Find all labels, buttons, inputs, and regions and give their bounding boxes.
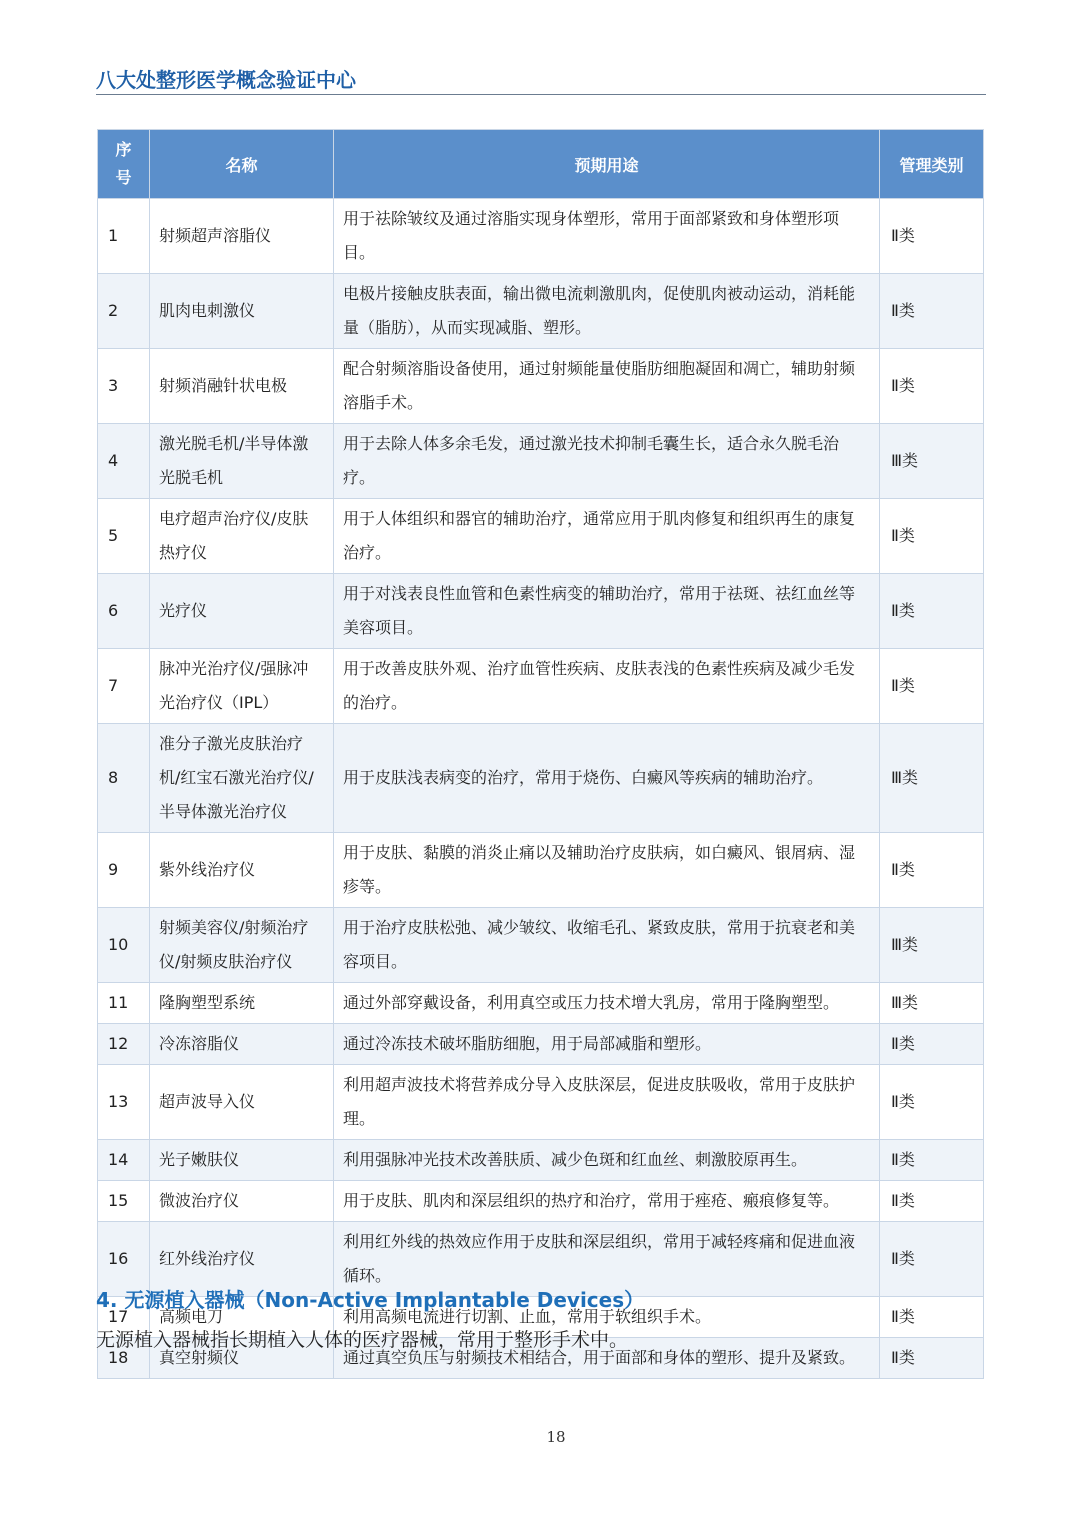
cell-no: 12 — [98, 1024, 150, 1065]
cell-name: 脉冲光治疗仪/强脉冲光治疗仪（IPL） — [150, 649, 334, 724]
table-row — [98, 1140, 984, 1181]
cell-category: Ⅱ类 — [880, 499, 984, 574]
cell-use: 通过外部穿戴设备，利用真空或压力技术增大乳房，常用于隆胸塑型。 — [334, 983, 880, 1024]
cell-name: 射频超声溶脂仪 — [150, 199, 334, 274]
cell-name: 隆胸塑型系统 — [150, 983, 334, 1024]
cell-name: 光疗仪 — [150, 574, 334, 649]
cell-use: 用于祛除皱纹及通过溶脂实现身体塑形，常用于面部紧致和身体塑形项目。 — [334, 199, 880, 274]
table-row — [98, 649, 984, 724]
cell-category: Ⅱ类 — [880, 1222, 984, 1297]
cell-category: Ⅱ类 — [880, 649, 984, 724]
cell-use: 用于改善皮肤外观、治疗血管性疾病、皮肤表浅的色素性疾病及减少毛发的治疗。 — [334, 649, 880, 724]
table-row — [98, 724, 984, 833]
cell-category: Ⅱ类 — [880, 1024, 984, 1065]
cell-category: Ⅱ类 — [880, 199, 984, 274]
cell-name: 真空射频仪 — [150, 1338, 334, 1379]
table-row — [98, 349, 984, 424]
cell-no: 5 — [98, 499, 150, 574]
cell-category: Ⅱ类 — [880, 833, 984, 908]
cell-name: 微波治疗仪 — [150, 1181, 334, 1222]
cell-name: 红外线治疗仪 — [150, 1222, 334, 1297]
cell-use: 通过冷冻技术破坏脂肪细胞，用于局部减脂和塑形。 — [334, 1024, 880, 1065]
cell-no: 18 — [98, 1338, 150, 1379]
cell-use: 用于皮肤、肌肉和深层组织的热疗和治疗，常用于痤疮、瘢痕修复等。 — [334, 1181, 880, 1222]
cell-no: 1 — [98, 199, 150, 274]
cell-use: 用于对浅表良性血管和色素性病变的辅助治疗，常用于祛斑、祛红血丝等美容项目。 — [334, 574, 880, 649]
cell-use: 配合射频溶脂设备使用，通过射频能量使脂肪细胞凝固和凋亡，辅助射频溶脂手术。 — [334, 349, 880, 424]
cell-name: 高频电刀 — [150, 1297, 334, 1338]
cell-name: 准分子激光皮肤治疗机/红宝石激光治疗仪/半导体激光治疗仪 — [150, 724, 334, 833]
table-row — [98, 199, 984, 274]
header-divider — [96, 94, 986, 95]
cell-category: Ⅱ类 — [880, 1065, 984, 1140]
cell-category: Ⅲ类 — [880, 724, 984, 833]
table-body — [98, 199, 984, 1379]
cell-use: 电极片接触皮肤表面，输出微电流刺激肌肉，促使肌肉被动运动，消耗能量（脂肪），从而实现减脂、塑形。 — [334, 274, 880, 349]
cell-category: Ⅱ类 — [880, 1297, 984, 1338]
cell-no: 3 — [98, 349, 150, 424]
cell-no: 17 — [98, 1297, 150, 1338]
cell-use: 利用强脉冲光技术改善肤质、减少色斑和红血丝、刺激胶原再生。 — [334, 1140, 880, 1181]
header-title: 八大处整形医学概念验证中心 — [96, 68, 356, 92]
cell-category: Ⅲ类 — [880, 908, 984, 983]
cell-name: 肌肉电刺激仪 — [150, 274, 334, 349]
table-row — [98, 1024, 984, 1065]
cell-no: 11 — [98, 983, 150, 1024]
table-row — [98, 908, 984, 983]
cell-no: 8 — [98, 724, 150, 833]
table-row — [98, 1181, 984, 1222]
cell-name: 电疗超声治疗仪/皮肤热疗仪 — [150, 499, 334, 574]
cell-no: 16 — [98, 1222, 150, 1297]
cell-category: Ⅱ类 — [880, 1140, 984, 1181]
cell-category: Ⅲ类 — [880, 983, 984, 1024]
cell-name: 冷冻溶脂仪 — [150, 1024, 334, 1065]
cell-name: 射频消融针状电极 — [150, 349, 334, 424]
cell-no: 13 — [98, 1065, 150, 1140]
cell-no: 6 — [98, 574, 150, 649]
table-row — [98, 574, 984, 649]
cell-use: 用于皮肤、黏膜的消炎止痛以及辅助治疗皮肤病，如白癜风、银屑病、湿疹等。 — [334, 833, 880, 908]
device-table — [97, 129, 984, 1379]
cell-category: Ⅱ类 — [880, 574, 984, 649]
header-category: 管理类别 — [880, 130, 984, 199]
section-heading: 4. 无源植入器械（Non-Active Implantable Devices） — [96, 1288, 645, 1312]
cell-category: Ⅱ类 — [880, 1181, 984, 1222]
cell-name: 光子嫩肤仪 — [150, 1140, 334, 1181]
cell-no: 10 — [98, 908, 150, 983]
cell-use: 通过真空负压与射频技术相结合，用于面部和身体的塑形、提升及紧致。 — [334, 1338, 880, 1379]
cell-no: 14 — [98, 1140, 150, 1181]
cell-use: 用于人体组织和器官的辅助治疗，通常应用于肌肉修复和组织再生的康复治疗。 — [334, 499, 880, 574]
cell-category: Ⅱ类 — [880, 274, 984, 349]
cell-use: 用于治疗皮肤松弛、减少皱纹、收缩毛孔、紧致皮肤，常用于抗衰老和美容项目。 — [334, 908, 880, 983]
cell-category: Ⅱ类 — [880, 1338, 984, 1379]
header-name: 名称 — [150, 130, 334, 199]
cell-use: 利用高频电流进行切割、止血，常用于软组织手术。 — [334, 1297, 880, 1338]
table-row — [98, 424, 984, 499]
table-header-row — [98, 130, 984, 199]
cell-name: 紫外线治疗仪 — [150, 833, 334, 908]
cell-use: 用于去除人体多余毛发，通过激光技术抑制毛囊生长，适合永久脱毛治疗。 — [334, 424, 880, 499]
cell-use: 用于皮肤浅表病变的治疗，常用于烧伤、白癜风等疾病的辅助治疗。 — [334, 724, 880, 833]
cell-name: 射频美容仪/射频治疗仪/射频皮肤治疗仪 — [150, 908, 334, 983]
cell-no: 2 — [98, 274, 150, 349]
table-row — [98, 983, 984, 1024]
header-no — [98, 130, 150, 199]
table-row — [98, 1065, 984, 1140]
cell-name: 激光脱毛机/半导体激光脱毛机 — [150, 424, 334, 499]
table-row — [98, 499, 984, 574]
cell-category: Ⅱ类 — [880, 349, 984, 424]
cell-no: 15 — [98, 1181, 150, 1222]
header-no-label: 序 号 — [115, 140, 132, 187]
cell-name: 超声波导入仪 — [150, 1065, 334, 1140]
cell-no: 9 — [98, 833, 150, 908]
cell-use: 利用超声波技术将营养成分导入皮肤深层，促进皮肤吸收，常用于皮肤护理。 — [334, 1065, 880, 1140]
header-use: 预期用途 — [334, 130, 880, 199]
table-row — [98, 833, 984, 908]
table-row — [98, 274, 984, 349]
cell-no: 7 — [98, 649, 150, 724]
cell-use: 利用红外线的热效应作用于皮肤和深层组织，常用于减轻疼痛和促进血液循环。 — [334, 1222, 880, 1297]
section-text: 无源植入器械指长期植入人体的医疗器械，常用于整形手术中。 — [96, 1329, 629, 1351]
page-number: 18 — [546, 1428, 566, 1446]
cell-no: 4 — [98, 424, 150, 499]
cell-category: Ⅲ类 — [880, 424, 984, 499]
